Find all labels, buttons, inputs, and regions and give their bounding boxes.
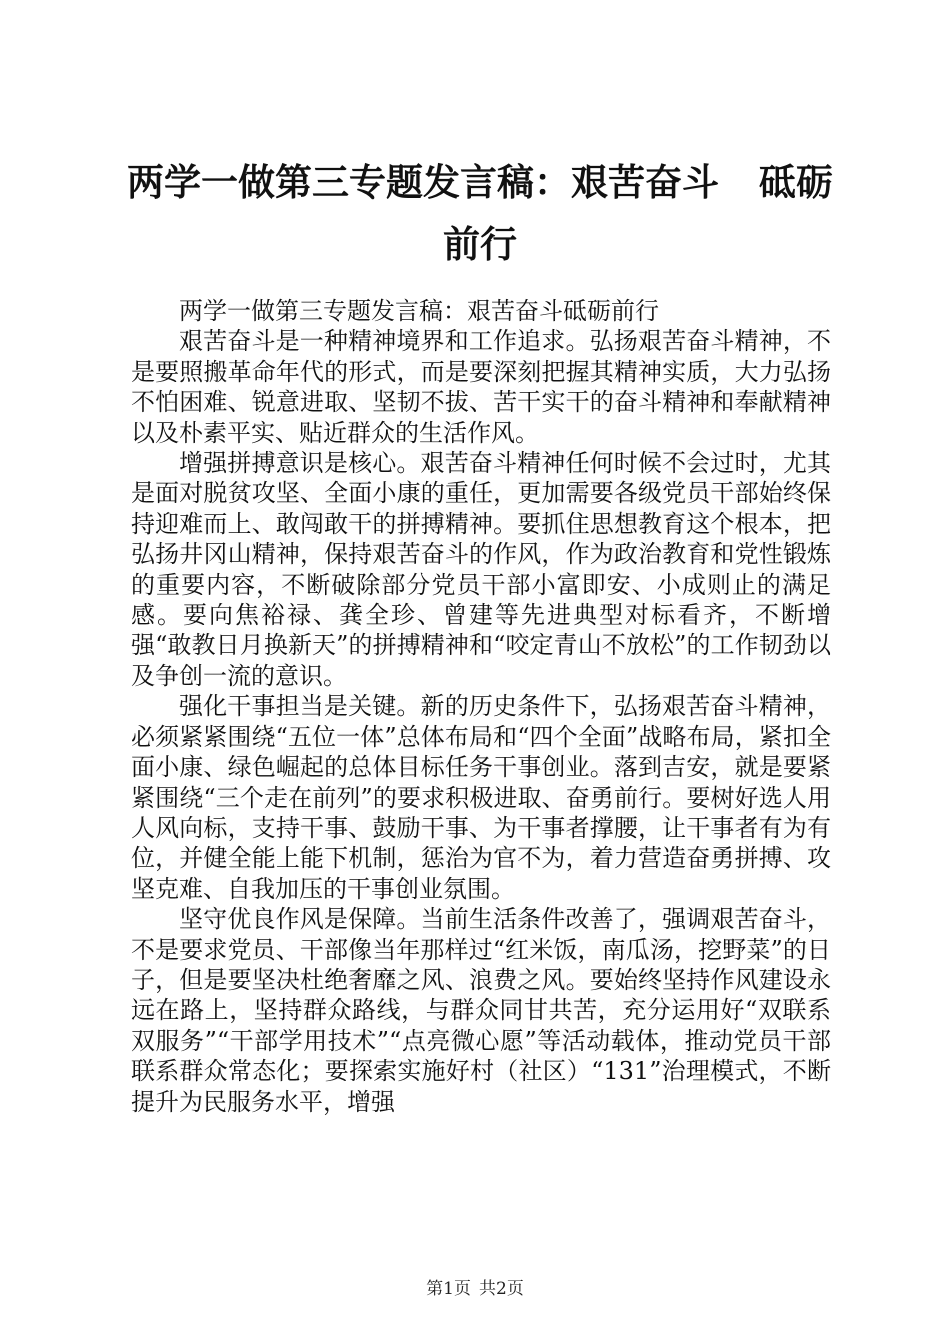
body-paragraph: 艰苦奋斗是一种精神境界和工作追求。弘扬艰苦奋斗精神，不是要照搬革命年代的形式，而是要深刻把握其精神实质，大力弘扬不怕困难、锐意进取、坚韧不拔、苦干实干的奋斗精神和奉献精神以及朴素平实、贴近群众的生活作风。 [131, 327, 831, 447]
page-footer [0, 1274, 950, 1299]
page-number: 第1页 [426, 1279, 471, 1299]
body-paragraph: 增强拼搏意识是核心。艰苦奋斗精神任何时候不会过时，尤其是面对脱贫攻坚、全面小康的重任，更加需要各级党员干部始终保持迎难而上、敢闯敢干的拼搏精神。要抓住思想教育这个根本，把弘扬井冈山精神，保持艰苦奋斗的作风，作为政治教育和党性锻炼的重要内容，不断破除部分党员干部小富即安、小成则止的满足感。要向焦裕禄、龚全珍、曾建等先进典型对标看齐，不断增强“敢教日月换新天”的拼搏精神和“咬定青山不放松”的工作韧劲以及争创一流的意识。 [131, 449, 831, 690]
document-title [118, 152, 842, 276]
title-main: 两学一做第三专题发言稿：艰苦奋斗 [127, 161, 719, 204]
page-total: 共2页 [479, 1279, 524, 1299]
body-paragraph: 坚守优良作风是保障。当前生活条件改善了，强调艰苦奋斗，不是要求党员、干部像当年那样过“红米饭，南瓜汤，挖野菜”的日子，但是要坚决杜绝奢靡之风、浪费之风。要始终坚持作风建设永远在路上，坚持群众路线，与群众同甘共苦，充分运用好“双联系双服务”“干部学用技术”“点亮微心愿”等活动载体，推动党员干部联系群众常态化；要探索实施好村（社区）“131”治理模式，不断提升为民服务水平，增强 [131, 905, 831, 1116]
body-paragraph: 强化干事担当是关键。新的历史条件下，弘扬艰苦奋斗精神，必须紧紧围绕“五位一体”总体布局和“四个全面”战略布局，紧扣全面小康、绿色崛起的总体目标任务干事创业。落到吉安，就是要紧紧围绕“三个走在前列”的要求积极进取、奋勇前行。要树好选人用人风向标，支持干事、鼓励干事、为干事者撑腰，让干事者有为有位，并健全能上能下机制，惩治为官不为，着力营造奋勇拼搏、攻坚克难、自我加压的干事创业氛围。 [131, 692, 831, 903]
title-tail: 砥砺前行 [443, 161, 833, 266]
subtitle-paragraph: 两学一做第三专题发言稿：艰苦奋斗砥砺前行 [179, 297, 659, 325]
document-body [131, 296, 831, 1117]
